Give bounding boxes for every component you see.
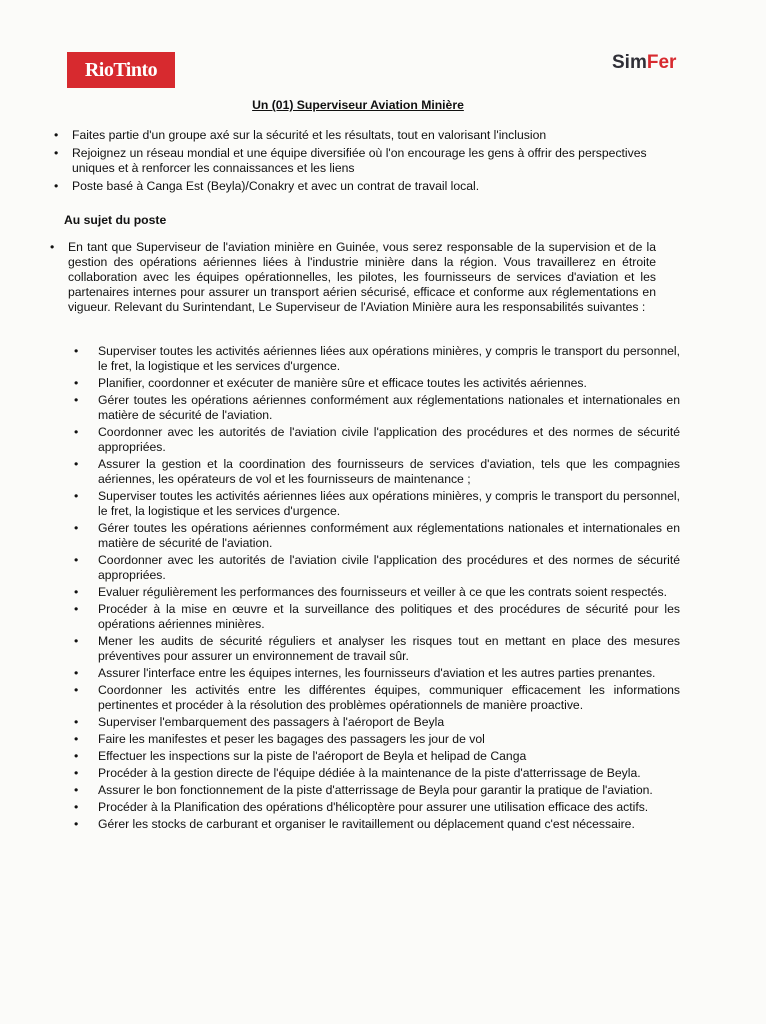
responsibility-item: • Superviser toutes les activités aériennes liées aux opérations minières, y compris le transport du personnel, le fret, la logistique et les services d'urgence. <box>98 344 680 374</box>
responsibility-item: • Coordonner les activités entre les différentes équipes, communiquer efficacement les informations pertinentes et procéder à la résolution des problèmes opérationnels de manière proactive. <box>98 683 680 713</box>
responsibility-item: • Procéder à la gestion directe de l'équipe dédiée à la maintenance de la piste d'atterrissage de Beyla. <box>98 766 680 781</box>
lead-section <box>50 240 656 315</box>
responsibility-item: • Coordonner avec les autorités de l'aviation civile l'application des procédures et des normes de sécurité appropriées. <box>98 553 680 583</box>
responsibility-item: • Gérer toutes les opérations aériennes conformément aux réglementations nationales et internationales en matière de sécurité de l'aviation. <box>98 521 680 551</box>
intro-bullet: • Rejoignez un réseau mondial et une équipe diversifiée où l'on encourage les gens à offrir des perspectives uniques et à renforcer les connaissances et les liens <box>72 146 652 176</box>
responsibility-item: • Superviser toutes les activités aériennes liées aux opérations minières, y compris le transport du personnel, le fret, la logistique et les services d'urgence. <box>98 489 680 519</box>
intro-bullet: • Faites partie d'un groupe axé sur la sécurité et les résultats, tout en valorisant l'inclusion <box>72 128 652 143</box>
simfer-logo-fer: Fer <box>646 52 677 73</box>
responsibility-item: • Assurer le bon fonctionnement de la piste d'atterrissage de Beyla pour garantir la pratique de l'aviation. <box>98 783 680 798</box>
responsibility-item: • Assurer la gestion et la coordination des fournisseurs de services d'aviation, tels que les compagnies aériennes, les opérateurs de vol et les fournisseurs de maintenance ; <box>98 457 680 487</box>
responsibility-item: • Superviser l'embarquement des passagers à l'aéroport de Beyla <box>98 715 680 730</box>
responsibilities-list <box>72 344 680 832</box>
simfer-logo <box>612 52 676 74</box>
responsibility-item: • Gérer toutes les opérations aériennes conformément aux réglementations nationales et internationales en matière de sécurité de l'aviation. <box>98 393 680 423</box>
rio-tinto-logo <box>67 52 175 88</box>
responsibility-item: • Procéder à la Planification des opérations d'hélicoptère pour assurer une utilisation efficace des actifs. <box>98 800 680 815</box>
responsibility-item: • Evaluer régulièrement les performances des fournisseurs et veiller à ce que les contrats soient respectés. <box>98 585 680 600</box>
responsibility-item: • Assurer l'interface entre les équipes internes, les fournisseurs d'aviation et les autres parties prenantes. <box>98 666 680 681</box>
responsibility-item: • Coordonner avec les autorités de l'aviation civile l'application des procédures et des normes de sécurité appropriées. <box>98 425 680 455</box>
section-heading: Au sujet du poste <box>64 213 167 227</box>
intro-bullet: • Poste basé à Canga Est (Beyla)/Conakry et avec un contrat de travail local. <box>72 179 652 194</box>
document-title: Un (01) Superviseur Aviation Minière <box>252 98 464 112</box>
simfer-logo-sim: Sim <box>612 52 647 73</box>
responsibility-item: • Faire les manifestes et peser les bagages des passagers les jour de vol <box>98 732 680 747</box>
rio-tinto-logo-text: RioTinto <box>84 58 158 81</box>
responsibilities-section <box>72 344 680 834</box>
lead-paragraph: • En tant que Superviseur de l'aviation minière en Guinée, vous serez responsable de la supervision et de la gestion des opérations aériennes liées à l'industrie minière dans la région. Vous travaillerez en étroite collaboration avec les équipes opérationnelles, les pilotes, les fournisseurs de services d'aviation et les partenaires internes pour assurer un transport aérien sécurisé, efficace et conforme aux réglementations en vigueur. Relevant du Surintendant, Le Superviseur de l'Aviation Minière aura les responsabilités suivantes : <box>50 240 656 315</box>
responsibility-item: • Planifier, coordonner et exécuter de manière sûre et efficace toutes les activités aériennes. <box>98 376 680 391</box>
intro-list <box>52 128 652 194</box>
intro-section <box>52 128 652 197</box>
responsibility-item: • Effectuer les inspections sur la piste de l'aéroport de Beyla et helipad de Canga <box>98 749 680 764</box>
responsibility-item: • Mener les audits de sécurité réguliers et analyser les risques tout en mettant en place des mesures préventives pour assurer un environnement de travail sûr. <box>98 634 680 664</box>
responsibility-item: • Gérer les stocks de carburant et organiser le ravitaillement ou déplacement quand c'est nécessaire. <box>98 817 680 832</box>
responsibility-item: • Procéder à la mise en œuvre et la surveillance des politiques et des procédures de sécurité pour les opérations aériennes minières. <box>98 602 680 632</box>
